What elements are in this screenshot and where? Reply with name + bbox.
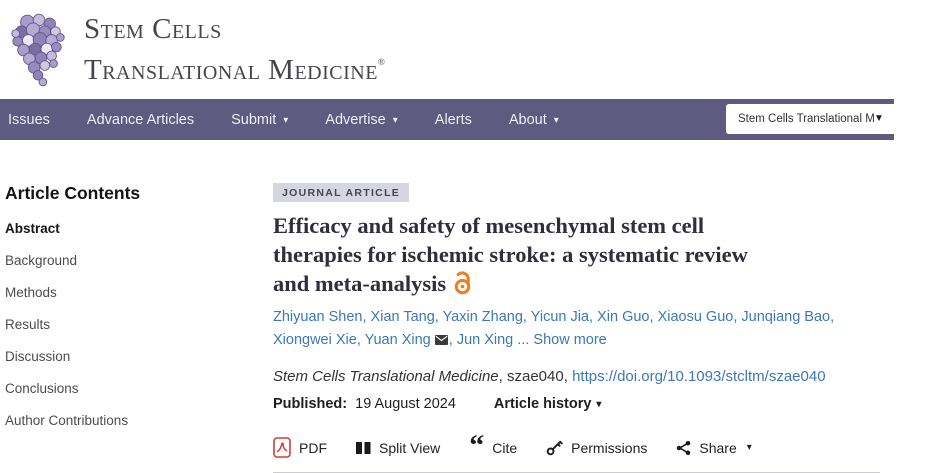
open-access-icon xyxy=(453,271,472,295)
published-date: 19 August 2024 xyxy=(355,396,456,412)
chevron-down-icon: ▾ xyxy=(746,442,752,453)
toc-item-methods[interactable]: Methods xyxy=(5,285,57,300)
journal-article-badge: JOURNAL ARTICLE xyxy=(273,183,409,202)
nav-item-advertise[interactable] xyxy=(325,112,397,128)
nav-label: About xyxy=(508,111,547,128)
toc-item-conclusions[interactable]: Conclusions xyxy=(5,381,79,396)
author-link[interactable]: Zhiyuan Shen xyxy=(273,309,363,325)
author-link[interactable]: Junqiang Bao xyxy=(741,309,831,325)
article-contents-heading: Article Contents xyxy=(5,183,141,203)
nav-item-alerts[interactable] xyxy=(435,112,472,128)
permissions-button[interactable] xyxy=(546,439,647,456)
split-view-icon xyxy=(356,441,371,455)
split-view-button[interactable] xyxy=(356,440,440,456)
nav-label: Submit xyxy=(231,111,277,128)
toc-item-author-contributions[interactable]: Author Contributions xyxy=(5,413,129,428)
tool-label: PDF xyxy=(299,439,327,456)
primary-navbar xyxy=(0,99,894,140)
author-list: Zhiyuan Shen, Xian Tang, Yaxin Zhang, Yicun Jia, Xin Guo, Xiaosu Guo, Junqiang Bao, Xiongwei Xie, Yuan Xing , Jun Xing ... Show more xyxy=(273,306,851,353)
nav-item-about[interactable] xyxy=(509,112,559,128)
article-contents-sidebar xyxy=(0,183,273,473)
author-link[interactable]: Xiaosu Guo xyxy=(657,309,734,325)
nav-label: Advance Articles xyxy=(86,111,195,128)
logo-line2: Translational Medicine xyxy=(84,53,378,86)
toc-item-abstract[interactable]: Abstract xyxy=(5,221,60,236)
logo-line1: Stem Cells xyxy=(84,12,222,45)
journal-select-value: Stem Cells Translational M xyxy=(738,113,875,125)
nav-item-submit[interactable] xyxy=(231,112,288,128)
publication-row xyxy=(273,396,880,412)
nav-item-advance-articles[interactable] xyxy=(87,112,194,128)
toc-item-background[interactable]: Background xyxy=(5,253,78,268)
quote-icon: “ xyxy=(469,428,485,462)
pdf-button[interactable] xyxy=(273,437,327,458)
nav-items xyxy=(8,112,559,128)
article-history-toggle[interactable] xyxy=(494,396,602,412)
author-link[interactable]: Xian Tang xyxy=(370,309,435,325)
chevron-down-icon: ▾ xyxy=(283,114,289,126)
title-line: therapies for ischemic stroke: a systematic review xyxy=(273,242,748,267)
nav-item-issues[interactable] xyxy=(8,112,50,128)
author-link[interactable]: Yaxin Zhang xyxy=(442,309,523,325)
toc-item-results[interactable]: Results xyxy=(5,317,51,332)
published-label: Published: xyxy=(273,396,348,412)
title-line-text: and meta-analysis xyxy=(273,271,447,296)
title-line xyxy=(273,269,853,298)
chevron-down-icon: ▾ xyxy=(553,114,559,126)
toc-item-discussion[interactable]: Discussion xyxy=(5,349,71,364)
tool-label: Permissions xyxy=(571,439,648,456)
key-icon xyxy=(546,439,563,456)
chevron-down-icon: ▾ xyxy=(596,399,602,410)
citation-separator: , xyxy=(563,368,573,385)
dropdown-arrow-icon: ▼ xyxy=(874,113,884,124)
citation-separator: , xyxy=(498,368,507,385)
nav-label: Advertise xyxy=(325,111,386,128)
chevron-down-icon: ▾ xyxy=(392,114,398,126)
doi-link[interactable]: https://doi.org/10.1093/stcltm/szae040 xyxy=(572,368,826,385)
title-line: Efficacy and safety of mesenchymal stem cell xyxy=(273,213,705,238)
journal-logo-link[interactable] xyxy=(8,8,385,92)
citation-line xyxy=(273,368,880,385)
email-envelope-icon[interactable] xyxy=(435,330,448,353)
article-history-label: Article history xyxy=(493,396,592,412)
tool-label: Cite xyxy=(492,439,518,456)
author-link[interactable]: Xin Guo xyxy=(597,309,650,325)
cite-button[interactable] xyxy=(469,428,518,462)
author-link[interactable]: Yuan Xing xyxy=(364,332,431,348)
nav-label: Alerts xyxy=(434,111,472,128)
page-body xyxy=(0,140,894,473)
journal-select-dropdown[interactable] xyxy=(726,104,934,134)
nav-label: Issues xyxy=(8,111,50,128)
journal-logo-text xyxy=(84,13,385,87)
stem-cells-logo-image xyxy=(8,10,70,92)
article-id: szae040 xyxy=(507,368,564,385)
share-icon xyxy=(676,440,691,456)
share-button[interactable] xyxy=(676,440,751,456)
tool-label: Split View xyxy=(379,439,441,456)
site-header xyxy=(0,0,894,99)
author-link[interactable]: Yicun Jia xyxy=(530,309,590,325)
article-title xyxy=(273,211,853,298)
author-link[interactable]: Xiongwei Xie xyxy=(273,332,357,348)
journal-name: Stem Cells Translational Medicine xyxy=(273,368,499,385)
pdf-icon xyxy=(273,437,291,458)
show-more-authors-link[interactable]: Show more xyxy=(533,332,607,348)
tool-label: Share xyxy=(699,439,737,456)
author-link[interactable]: Jun Xing xyxy=(456,332,514,348)
article-main xyxy=(273,183,894,473)
article-toolbar xyxy=(273,428,880,462)
registered-trademark: ® xyxy=(377,56,385,67)
